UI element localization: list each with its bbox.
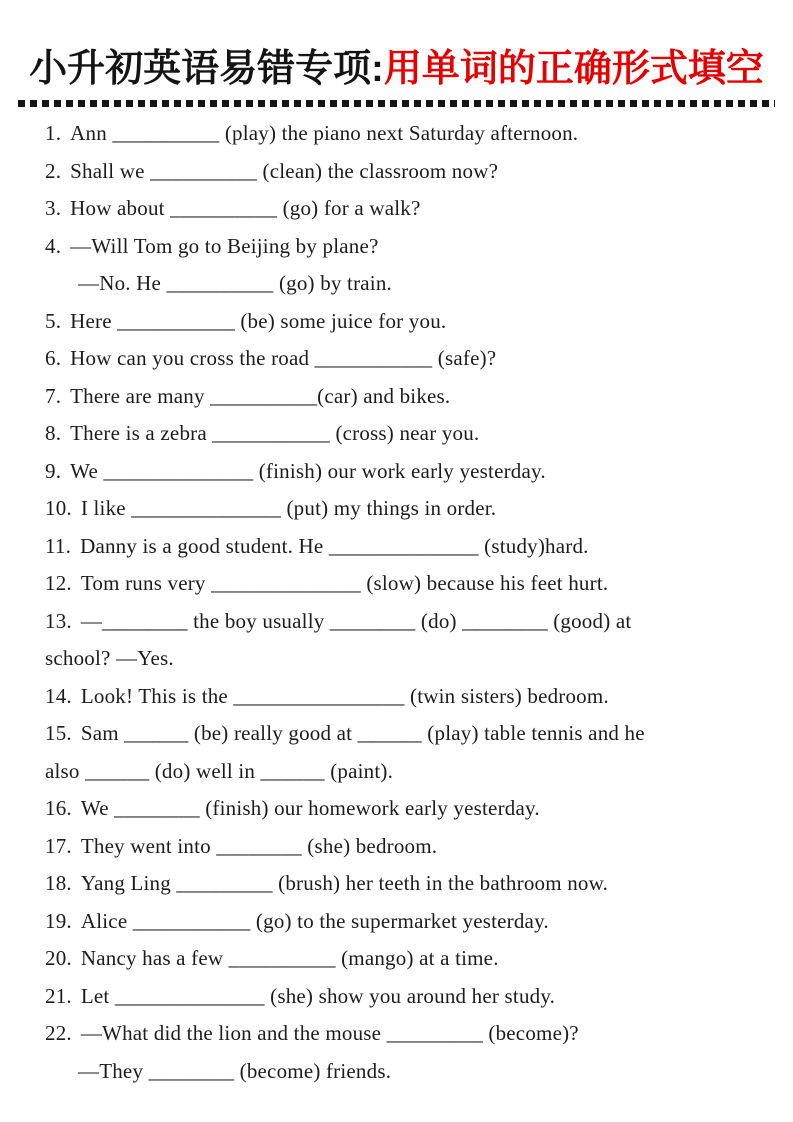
exercise-list [45, 115, 779, 1090]
exercise-item [45, 678, 779, 716]
item-number: 5. [45, 308, 62, 333]
item-line [45, 340, 779, 378]
item-text: Tom runs very ______________ (slow) because his feet hurt. [80, 571, 609, 595]
item-text: Shall we __________ (clean) the classroom now? [70, 158, 499, 183]
item-line [45, 603, 779, 641]
item-line [45, 378, 779, 416]
exercise-item [45, 415, 779, 453]
item-text: Look! This is the ________________ (twin sisters) bedroom. [80, 683, 609, 708]
exercise-item [45, 115, 779, 153]
item-text: We ________ (finish) our homework early yesterday. [80, 796, 540, 820]
item-text: They went into ________ (she) bedroom. [80, 833, 438, 858]
item-line [45, 903, 779, 941]
exercise-item [45, 603, 779, 678]
item-line [45, 978, 779, 1016]
item-line [45, 865, 779, 903]
item-number: 4. [45, 233, 62, 258]
page-title [18, 42, 775, 96]
item-line [45, 453, 779, 491]
item-line [45, 753, 779, 791]
item-number: 7. [45, 383, 62, 408]
item-number: 16. [45, 796, 72, 820]
item-line [45, 640, 779, 678]
exercise-item [45, 790, 779, 828]
exercise-item [45, 453, 779, 491]
item-number: 19. [45, 908, 72, 933]
item-text: Ann __________ (play) the piano next Saturday afternoon. [70, 121, 579, 145]
item-number: 6. [45, 346, 62, 370]
item-text: Yang Ling _________ (brush) her teeth in the bathroom now. [80, 871, 609, 895]
item-line [45, 490, 779, 528]
item-line [45, 528, 779, 566]
item-line [45, 790, 779, 828]
exercise-item [45, 190, 779, 228]
item-text: How about __________ (go) for a walk? [70, 196, 421, 220]
item-number: 12. [45, 571, 72, 595]
item-line [45, 715, 779, 753]
item-number: 9. [45, 458, 62, 483]
item-number: 1. [45, 121, 62, 145]
item-line [45, 828, 779, 866]
item-line [45, 1015, 779, 1053]
exercise-item [45, 153, 779, 191]
exercise-item [45, 378, 779, 416]
item-text: We ______________ (finish) our work early yesterday. [70, 458, 546, 483]
exercise-item [45, 978, 779, 1016]
item-line [45, 153, 779, 191]
item-number: 8. [45, 421, 62, 445]
item-line [45, 228, 779, 266]
title-primary: 小升初英语易错专项: [29, 48, 384, 90]
item-text: I like ______________ (put) my things in order. [80, 496, 497, 520]
item-number: 15. [45, 721, 72, 745]
item-line [45, 1053, 779, 1091]
item-text: —They ________ (become) friends. [78, 1058, 392, 1083]
exercise-item [45, 528, 779, 566]
item-text: Alice ___________ (go) to the supermarket yesterday. [80, 908, 549, 933]
item-number: 17. [45, 833, 72, 858]
item-text: —What did the lion and the mouse _________ (become)? [80, 1021, 579, 1045]
exercise-item [45, 1015, 779, 1090]
item-line [45, 190, 779, 228]
item-line [45, 678, 779, 716]
exercise-item [45, 828, 779, 866]
exercise-item [45, 490, 779, 528]
item-text: Let ______________ (she) show you around her study. [80, 983, 556, 1008]
exercise-item [45, 940, 779, 978]
item-text: —No. He __________ (go) by train. [78, 271, 392, 295]
exercise-item [45, 715, 779, 790]
item-number: 11. [45, 533, 72, 558]
item-line [45, 940, 779, 978]
item-number: 21. [45, 983, 72, 1008]
item-text: —Will Tom go to Beijing by plane? [70, 233, 379, 258]
item-number: 18. [45, 871, 72, 895]
item-number: 13. [45, 608, 72, 633]
dotted-divider [18, 100, 775, 107]
exercise-item [45, 303, 779, 341]
item-line [45, 265, 779, 303]
item-text: Sam ______ (be) really good at ______ (play) table tennis and he [80, 721, 645, 745]
exercise-item [45, 340, 779, 378]
item-text: also ______ (do) well in ______ (paint). [45, 758, 394, 783]
item-text: —________ the boy usually ________ (do) ________ (good) at [80, 608, 632, 633]
item-text: Here ___________ (be) some juice for you. [70, 308, 447, 333]
item-line [45, 415, 779, 453]
item-text: Danny is a good student. He ______________ (study)hard. [80, 533, 589, 558]
item-text: How can you cross the road ___________ (safe)? [70, 346, 497, 370]
item-number: 20. [45, 946, 72, 970]
item-number: 2. [45, 158, 62, 183]
item-line [45, 303, 779, 341]
item-number: 14. [45, 683, 72, 708]
item-number: 3. [45, 196, 62, 220]
item-line [45, 115, 779, 153]
exercise-item [45, 865, 779, 903]
item-text: Nancy has a few __________ (mango) at a time. [80, 946, 499, 970]
item-line [45, 565, 779, 603]
exercise-item [45, 903, 779, 941]
item-number: 22. [45, 1021, 72, 1045]
item-text: There is a zebra ___________ (cross) near you. [70, 421, 480, 445]
item-text: school? —Yes. [45, 646, 174, 670]
exercise-item [45, 228, 779, 303]
title-highlight: 用单词的正确形式填空 [383, 48, 764, 90]
exercise-item [45, 565, 779, 603]
item-number: 10. [45, 496, 72, 520]
item-text: There are many __________(car) and bikes. [70, 383, 451, 408]
